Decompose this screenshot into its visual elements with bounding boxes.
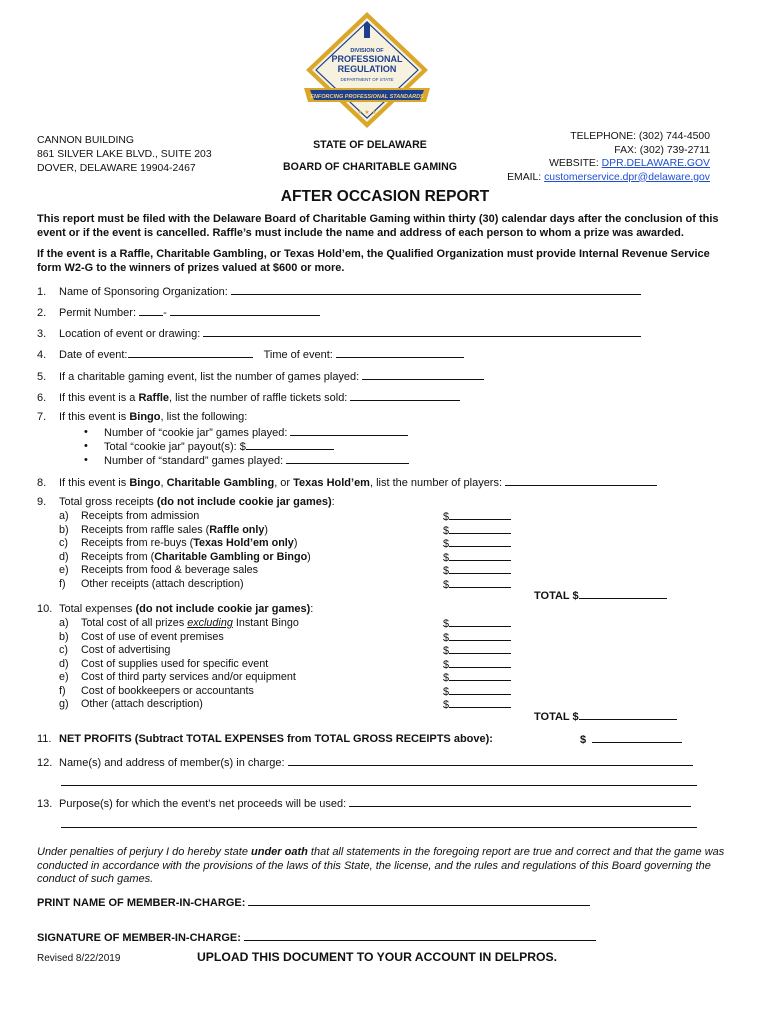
page-title: AFTER OCCASION REPORT [280, 188, 490, 205]
item-8: 8. If this event is Bingo, Charitable Gambling, or Texas Hold’em, list the number of players: [37, 476, 657, 489]
svg-text:★ ★ ★: ★ ★ ★ [357, 110, 377, 116]
net-proceeds-purpose-field-2[interactable] [61, 818, 697, 828]
receipts-total-field[interactable] [579, 589, 667, 599]
expenses-amounts: $ $ $ $ $ $ $ [443, 617, 511, 712]
expense-c-amount[interactable] [449, 644, 511, 654]
standard-games-field[interactable] [286, 454, 409, 464]
print-name-row: PRINT NAME OF MEMBER-IN-CHARGE: [37, 896, 590, 909]
bingo-bullet-2: • Total “cookie jar” payout(s): $ [104, 440, 334, 453]
permit-number-field[interactable] [170, 306, 320, 316]
expense-b: b) Cost of use of event premises [59, 630, 224, 643]
bingo-bullet-3: • Number of “standard” games played: [104, 454, 409, 467]
logo-line3: REGULATION [337, 64, 397, 74]
state-heading: STATE OF DELAWARE [313, 139, 427, 151]
permit-prefix-field[interactable] [139, 306, 163, 316]
receipt-c: c) Receipts from re-buys (Texas Hold’em only) [59, 537, 298, 549]
address-line-3: DOVER, DELAWARE 19904-2467 [37, 163, 196, 174]
division-of-professional-regulation-logo [300, 10, 435, 132]
receipt-b-amount[interactable] [449, 524, 511, 534]
item-1: 1. Name of Sponsoring Organization: [37, 285, 641, 298]
item-7: 7. If this event is Bingo, list the following: [37, 411, 248, 423]
receipts-total: TOTAL $ [534, 589, 667, 602]
telephone: TELEPHONE: (302) 744-4500 [570, 131, 710, 142]
receipt-b: b) Receipts from raffle sales (Raffle only) [59, 523, 269, 536]
item-9: 9. Total gross receipts (do not include cookie jar games): [37, 496, 335, 508]
upload-instruction: UPLOAD THIS DOCUMENT TO YOUR ACCOUNT IN DELPROS. [197, 950, 557, 964]
item-5: 5. If a charitable gaming event, list the number of games played: [37, 370, 484, 383]
revised-date: Revised 8/22/2019 [37, 953, 121, 964]
receipt-a-amount[interactable] [449, 510, 511, 520]
event-location-field[interactable] [203, 327, 641, 337]
logo-ribbon: ENFORCING PROFESSIONAL STANDARDS [310, 94, 424, 100]
intro-paragraph-1: This report must be filed with the Delaware Board of Charitable Gaming within thirty (30) calendar days after the conclusion of this event or if the event is cancelled. Raffle’s must include the name and address of each person to whom a prize was awarded. [37, 213, 719, 239]
address-line-2: 861 SILVER LAKE BLVD., SUITE 203 [37, 149, 212, 160]
website-label: WEBSITE: [549, 158, 602, 169]
raffle-tickets-field[interactable] [350, 391, 460, 401]
expense-f-amount[interactable] [449, 685, 511, 695]
receipt-d-amount[interactable] [449, 551, 511, 561]
item-12: 12. Name(s) and address of member(s) in charge: [37, 756, 693, 769]
sponsoring-organization-field[interactable] [231, 285, 641, 295]
receipt-f: f) Other receipts (attach description) [59, 577, 244, 590]
item-2: 2. Permit Number: - [37, 306, 320, 319]
number-of-players-field[interactable] [505, 476, 657, 486]
item-4: 4. Date of event: Time of event: [37, 348, 464, 361]
logo-line4: DEPARTMENT OF STATE [340, 77, 394, 82]
email-link[interactable]: customerservice.dpr@delaware.gov [544, 171, 710, 183]
address-block [37, 134, 212, 176]
receipt-e: e) Receipts from food & beverage sales [59, 564, 259, 576]
receipts-list [59, 510, 311, 591]
expense-g-amount[interactable] [449, 698, 511, 708]
intro-paragraph-2: If the event is a Raffle, Charitable Gambling, or Texas Hold’em, the Qualified Organization must provide Internal Revenue Service form W2-G to the winners of prizes valued at $600 or more. [37, 248, 710, 274]
games-played-field[interactable] [362, 370, 484, 380]
expense-g: g) Other (attach description) [59, 698, 203, 710]
website-link[interactable]: DPR.DELAWARE.GOV [601, 158, 710, 169]
net-profits-field[interactable] [592, 733, 682, 743]
signature-field[interactable] [244, 931, 596, 941]
contact-block [507, 130, 710, 184]
expense-e: e) Cost of third party services and/or equipment [59, 671, 296, 683]
fax: FAX: (302) 739-2711 [614, 144, 710, 156]
item-10: 10. Total expenses (do not include cookie jar games): [37, 603, 314, 615]
cookie-jar-games-field[interactable] [290, 426, 408, 436]
item-6: 6. If this event is a Raffle, list the number of raffle tickets sold: [37, 391, 460, 404]
item-3: 3. Location of event or drawing: [37, 327, 641, 340]
event-date-field[interactable] [128, 348, 253, 358]
logo-line1: DIVISION OF [350, 48, 384, 54]
members-in-charge-field[interactable] [288, 756, 693, 766]
expense-a-amount[interactable] [449, 617, 511, 627]
expense-d-amount[interactable] [449, 658, 511, 668]
net-proceeds-purpose-field[interactable] [349, 797, 691, 807]
expense-a: a) Total cost of all prizes excluding Instant Bingo [59, 617, 299, 629]
item-13: 13. Purpose(s) for which the event’s net proceeds will be used: [37, 797, 691, 810]
net-profits: $ [580, 733, 682, 746]
receipt-c-amount[interactable] [449, 537, 511, 547]
expense-c: c) Cost of advertising [59, 644, 171, 656]
expense-d: d) Cost of supplies used for specific event [59, 657, 269, 670]
receipt-a: a) Receipts from admission [59, 510, 200, 522]
receipt-f-amount[interactable] [449, 578, 511, 588]
expense-b-amount[interactable] [449, 631, 511, 641]
expenses-total-field[interactable] [579, 710, 677, 720]
expense-e-amount[interactable] [449, 671, 511, 681]
receipts-amounts: $ $ $ $ $ $ [443, 510, 511, 591]
expenses-list [59, 617, 299, 712]
perjury-statement: Under penalties of perjury I do hereby state under oath that all statements in the foregoing report are true and correct and that the game was conducted in accordance with the provisions of the laws of this State, the license, and the rules and regulations of this Board governing the conduct of such games. [37, 846, 725, 885]
board-heading: BOARD OF CHARITABLE GAMING [283, 161, 457, 173]
bingo-bullet-1: • Number of “cookie jar” games played: [104, 426, 408, 439]
members-in-charge-field-2[interactable] [61, 776, 697, 786]
address-line-1: CANNON BUILDING [37, 135, 134, 146]
print-name-field[interactable] [248, 896, 590, 906]
event-time-field[interactable] [336, 348, 464, 358]
email-label: EMAIL: [507, 171, 545, 183]
expenses-total: TOTAL $ [534, 710, 677, 723]
receipt-e-amount[interactable] [449, 564, 511, 574]
receipt-d: d) Receipts from (Charitable Gambling or Bingo) [59, 550, 311, 563]
cookie-jar-payout-field[interactable] [246, 440, 334, 450]
signature-row: SIGNATURE OF MEMBER-IN-CHARGE: [37, 931, 596, 944]
item-11: 11. NET PROFITS (Subtract TOTAL EXPENSES from TOTAL GROSS RECEIPTS above): [37, 733, 493, 745]
logo-line2: PROFESSIONAL [331, 54, 403, 64]
expense-f: f) Cost of bookkeepers or accountants [59, 684, 254, 697]
